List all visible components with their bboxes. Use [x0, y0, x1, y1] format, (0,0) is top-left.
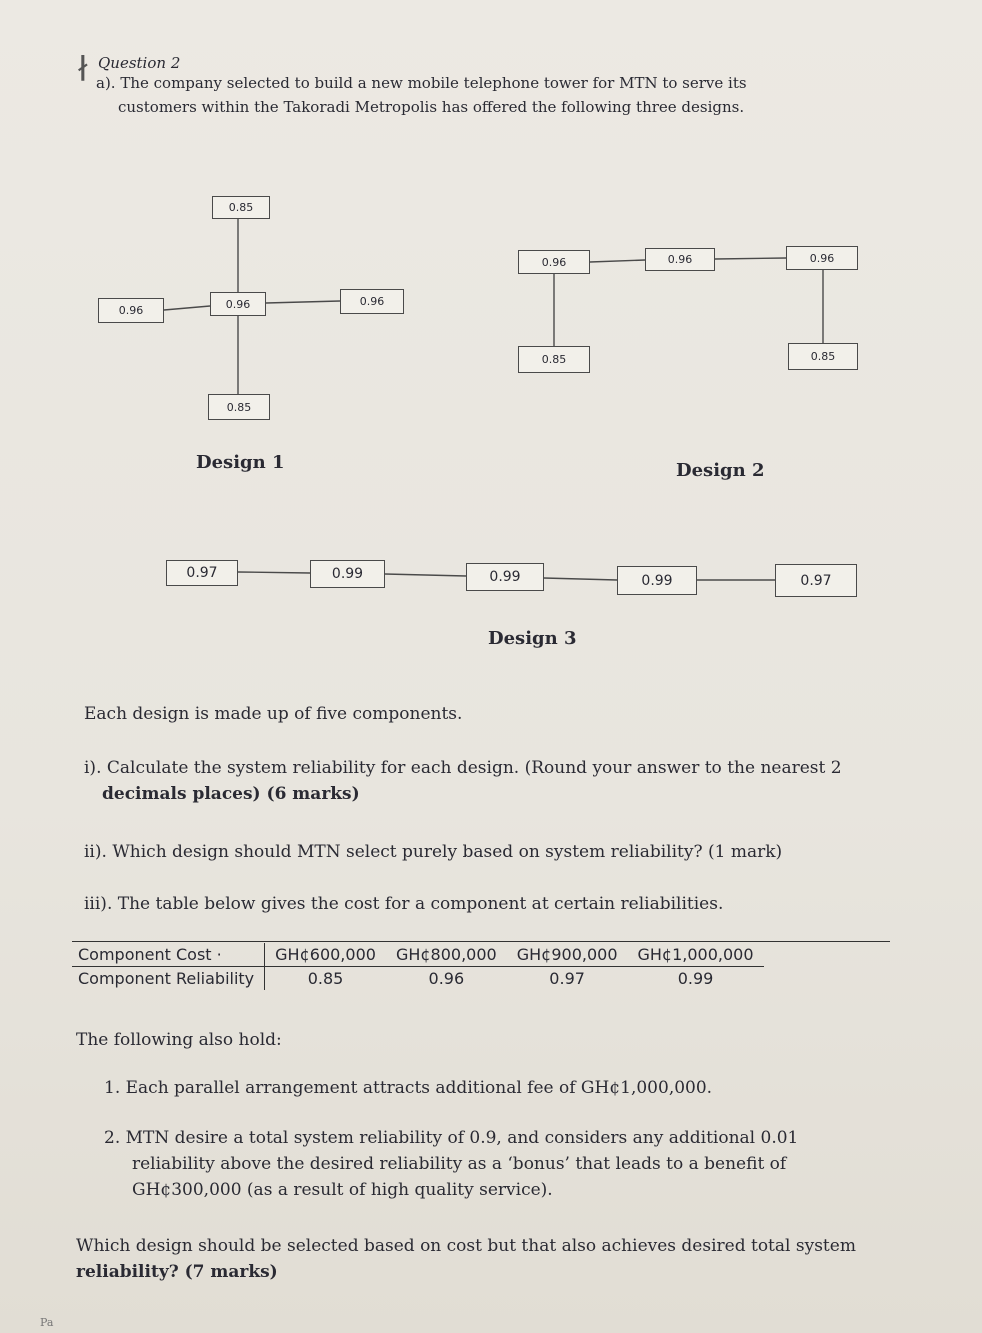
page-corner-text: Pa — [40, 1316, 54, 1329]
cost-reliability-table — [72, 943, 764, 990]
cost-cell: GH¢800,000 — [386, 943, 507, 967]
table-row — [72, 967, 764, 991]
component-cost-label: Component Cost · — [72, 943, 265, 967]
design2-bottom-left-component: 0.85 — [518, 346, 590, 373]
condition-2-line3: GH¢300,000 (as a result of high quality service). — [132, 1180, 553, 1200]
question-i-line1: i). Calculate the system reliability for each design. (Round your answer to the nearest 2 — [84, 758, 842, 778]
condition-1: 1. Each parallel arrangement attracts additional fee of GH¢1,000,000. — [104, 1078, 713, 1098]
design3-component-3: 0.99 — [466, 563, 544, 591]
design1-top-component: 0.85 — [212, 196, 270, 219]
reliability-cell: 0.96 — [428, 969, 465, 988]
conditions-intro: The following also hold: — [76, 1030, 282, 1050]
table-top-rule — [72, 941, 890, 942]
design3-component-2: 0.99 — [310, 560, 385, 588]
condition-2-line2: reliability above the desired reliability as a ‘bonus’ that leads to a benefit of — [132, 1154, 787, 1174]
cost-cell: GH¢600,000 — [265, 943, 386, 967]
component-reliability-label: Component Reliability — [72, 967, 265, 991]
reliability-cell: 0.85 — [307, 969, 344, 988]
reliability-cell: 0.99 — [677, 969, 714, 988]
question-intro-line2: customers within the Takoradi Metropolis has offered the following three designs. — [118, 98, 745, 116]
design1-bottom-component: 0.85 — [208, 394, 270, 420]
components-note: Each design is made up of five components. — [84, 704, 463, 724]
design2-top-mid-component: 0.96 — [645, 248, 715, 271]
question-i-line2: decimals places) (6 marks) — [102, 784, 360, 804]
design3-component-4: 0.99 — [617, 566, 697, 595]
design1-left-component: 0.96 — [98, 298, 164, 323]
question-intro-line1: a). The company selected to build a new mobile telephone tower for MTN to serve its — [96, 74, 747, 92]
design2-bottom-right-component: 0.85 — [788, 343, 858, 370]
cost-cell: GH¢900,000 — [507, 943, 628, 967]
design1-center-component: 0.96 — [210, 292, 266, 316]
reliability-cell: 0.97 — [549, 969, 585, 988]
margin-mark-icon: ł — [78, 50, 88, 90]
design3-component-1: 0.97 — [166, 560, 238, 586]
question-iii: iii). The table below gives the cost for a component at certain reliabilities. — [84, 894, 724, 914]
table-row — [72, 943, 764, 967]
design1-label: Design 1 — [196, 452, 285, 473]
design3-component-5: 0.97 — [775, 564, 857, 597]
final-question-line2: reliability? (7 marks) — [76, 1262, 278, 1282]
question-ii: ii). Which design should MTN select purely based on system reliability? (1 mark) — [84, 842, 783, 862]
final-question-line1: Which design should be selected based on cost but that also achieves desired total system — [76, 1236, 856, 1256]
condition-2-line1: 2. MTN desire a total system reliability of 0.9, and considers any additional 0.01 — [104, 1128, 799, 1148]
design2-label: Design 2 — [676, 460, 765, 481]
design2-top-right-component: 0.96 — [786, 246, 858, 270]
cost-cell: GH¢1,000,000 — [628, 943, 764, 967]
question-number: Question 2 — [98, 54, 181, 72]
design3-label: Design 3 — [488, 628, 577, 649]
design2-top-left-component: 0.96 — [518, 250, 590, 274]
design1-right-component: 0.96 — [340, 289, 404, 314]
